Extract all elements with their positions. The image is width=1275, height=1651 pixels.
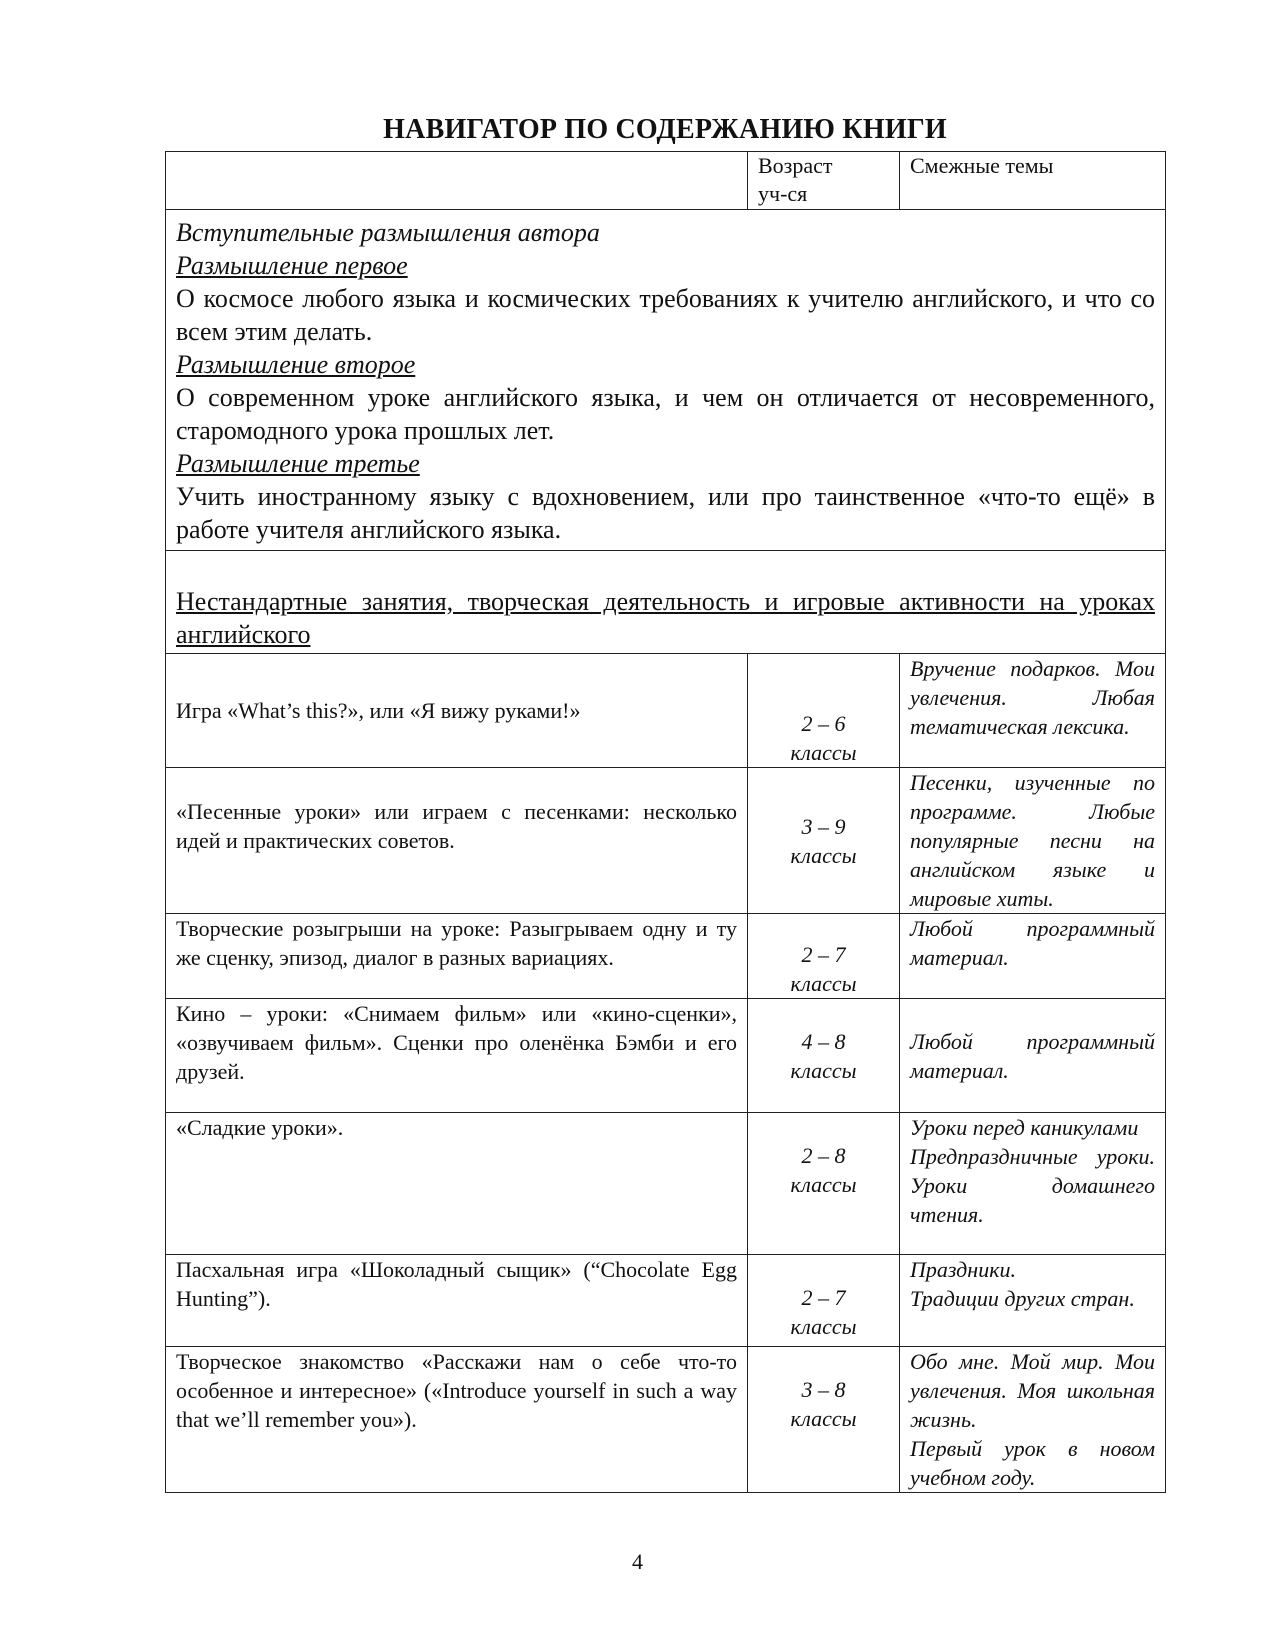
row-age-range: 3 – 9	[801, 813, 846, 839]
row-age-unit: классы	[790, 971, 857, 996]
row-topic: Творческое знакомство «Расскажи нам о себе что-то особенное и интересное» («Introduce yourself in such a way that we’ll remember you»).	[166, 1347, 748, 1493]
row-related-line: Праздники.	[910, 1257, 1017, 1282]
intro-row	[166, 210, 1166, 551]
row-topic: Кино – уроки: «Снимаем фильм» или «кино-сценки», «озвучиваем фильм». Сценки про оленёнка Бэмби и его друзей.	[166, 999, 748, 1113]
row-related	[900, 654, 1166, 768]
row-age	[748, 1113, 900, 1255]
section-title: Нестандартные занятия, творческая деятельность и игровые активности на уроках английского	[166, 551, 1166, 654]
row-related	[900, 768, 1166, 914]
reflection-3-heading: Размышление третье	[176, 449, 420, 478]
intro-heading: Вступительные размышления автора	[176, 218, 600, 247]
row-topic: «Сладкие уроки».	[166, 1113, 748, 1255]
reflection-2-text: О современном уроке английского языка, и чем он отличается от несовременного, старомодного урока прошлых лет.	[176, 383, 1155, 445]
header-topic-cell	[166, 152, 748, 210]
table-row	[166, 768, 1166, 914]
content-navigator-table	[165, 151, 1166, 1493]
intro-cell	[166, 210, 1166, 551]
section-row	[166, 551, 1166, 654]
row-related-line: Первый урок в новом учебном году.	[910, 1436, 1155, 1490]
reflection-3-text: Учить иностранному языку с вдохновением, или про таинственное «что-то ещё» в работе учителя английского языка.	[176, 482, 1155, 544]
row-age	[748, 1255, 900, 1347]
table-row	[166, 1255, 1166, 1347]
page-title: НАВИГАТОР ПО СОДЕРЖАНИЮ КНИГИ	[383, 114, 947, 145]
table-row	[166, 914, 1166, 999]
reflection-2-heading: Размышление второе	[176, 350, 416, 379]
row-age	[748, 1347, 900, 1493]
row-related-line: Уроки перед каникулами	[910, 1115, 1139, 1140]
row-age	[748, 914, 900, 999]
row-age-unit: классы	[790, 1172, 857, 1197]
table-row	[166, 654, 1166, 768]
row-age-range: 2 – 6	[801, 711, 846, 736]
reflection-1-heading: Размышление первое	[176, 251, 408, 280]
row-age-range: 2 – 8	[801, 1143, 846, 1168]
row-age	[748, 768, 900, 914]
row-topic: «Песенные уроки» или играем с песенками: несколько идей и практических советов.	[166, 768, 748, 914]
row-related-line: Традиции других стран.	[910, 1286, 1135, 1311]
row-age-range: 2 – 7	[801, 1285, 846, 1310]
header-age-line2: уч-ся	[758, 181, 808, 206]
row-age-unit: классы	[790, 1058, 857, 1083]
row-related	[900, 1347, 1166, 1493]
row-age-unit: классы	[790, 1314, 857, 1339]
row-topic: Творческие розыгрыши на уроке: Разыгрываем одну и ту же сценку, эпизод, диалог в разных вариациях.	[166, 914, 748, 999]
reflection-1-text: О космосе любого языка и космических требованиях к учителю английского, и что со всем этим делать.	[176, 284, 1155, 346]
row-related-line: Песенки, изученные по программе. Любые популярные песни на английском языке и мировые хиты.	[910, 770, 1155, 911]
row-age-unit: классы	[790, 740, 857, 765]
row-topic: Игра «What’s this?», или «Я вижу руками!»	[166, 654, 748, 768]
page-number: 4	[632, 1549, 643, 1574]
row-related	[900, 1255, 1166, 1347]
row-age-range: 3 – 8	[801, 1377, 846, 1402]
row-related-line: Любой программный материал.	[910, 1029, 1155, 1083]
row-age-unit: классы	[790, 1406, 857, 1431]
header-related-cell: Смежные темы	[900, 152, 1166, 210]
row-related-line: Предпраздничные уроки. Уроки домашнего чтения.	[910, 1144, 1155, 1227]
row-related	[900, 999, 1166, 1113]
row-age-range: 4 – 8	[801, 1029, 846, 1054]
row-related	[900, 1113, 1166, 1255]
row-age-unit: классы	[790, 842, 857, 868]
table-row	[166, 1347, 1166, 1493]
row-age	[748, 654, 900, 768]
row-related-line: Вручение подарков. Мои увлечения. Любая тематическая лексика.	[910, 656, 1155, 739]
row-related-line: Любой программный материал.	[910, 916, 1155, 970]
row-related	[900, 914, 1166, 999]
table-row	[166, 999, 1166, 1113]
row-related-line: Обо мне. Мой мир. Мои увлечения. Моя школьная жизнь.	[910, 1349, 1155, 1432]
header-age-line1: Возраст	[758, 153, 833, 178]
row-age	[748, 999, 900, 1113]
row-age-range: 2 – 7	[801, 942, 846, 967]
header-age-cell	[748, 152, 900, 210]
row-topic: Пасхальная игра «Шоколадный сыщик» (“Chocolate Egg Hunting”).	[166, 1255, 748, 1347]
table-row	[166, 1113, 1166, 1255]
table-header-row	[166, 152, 1166, 210]
